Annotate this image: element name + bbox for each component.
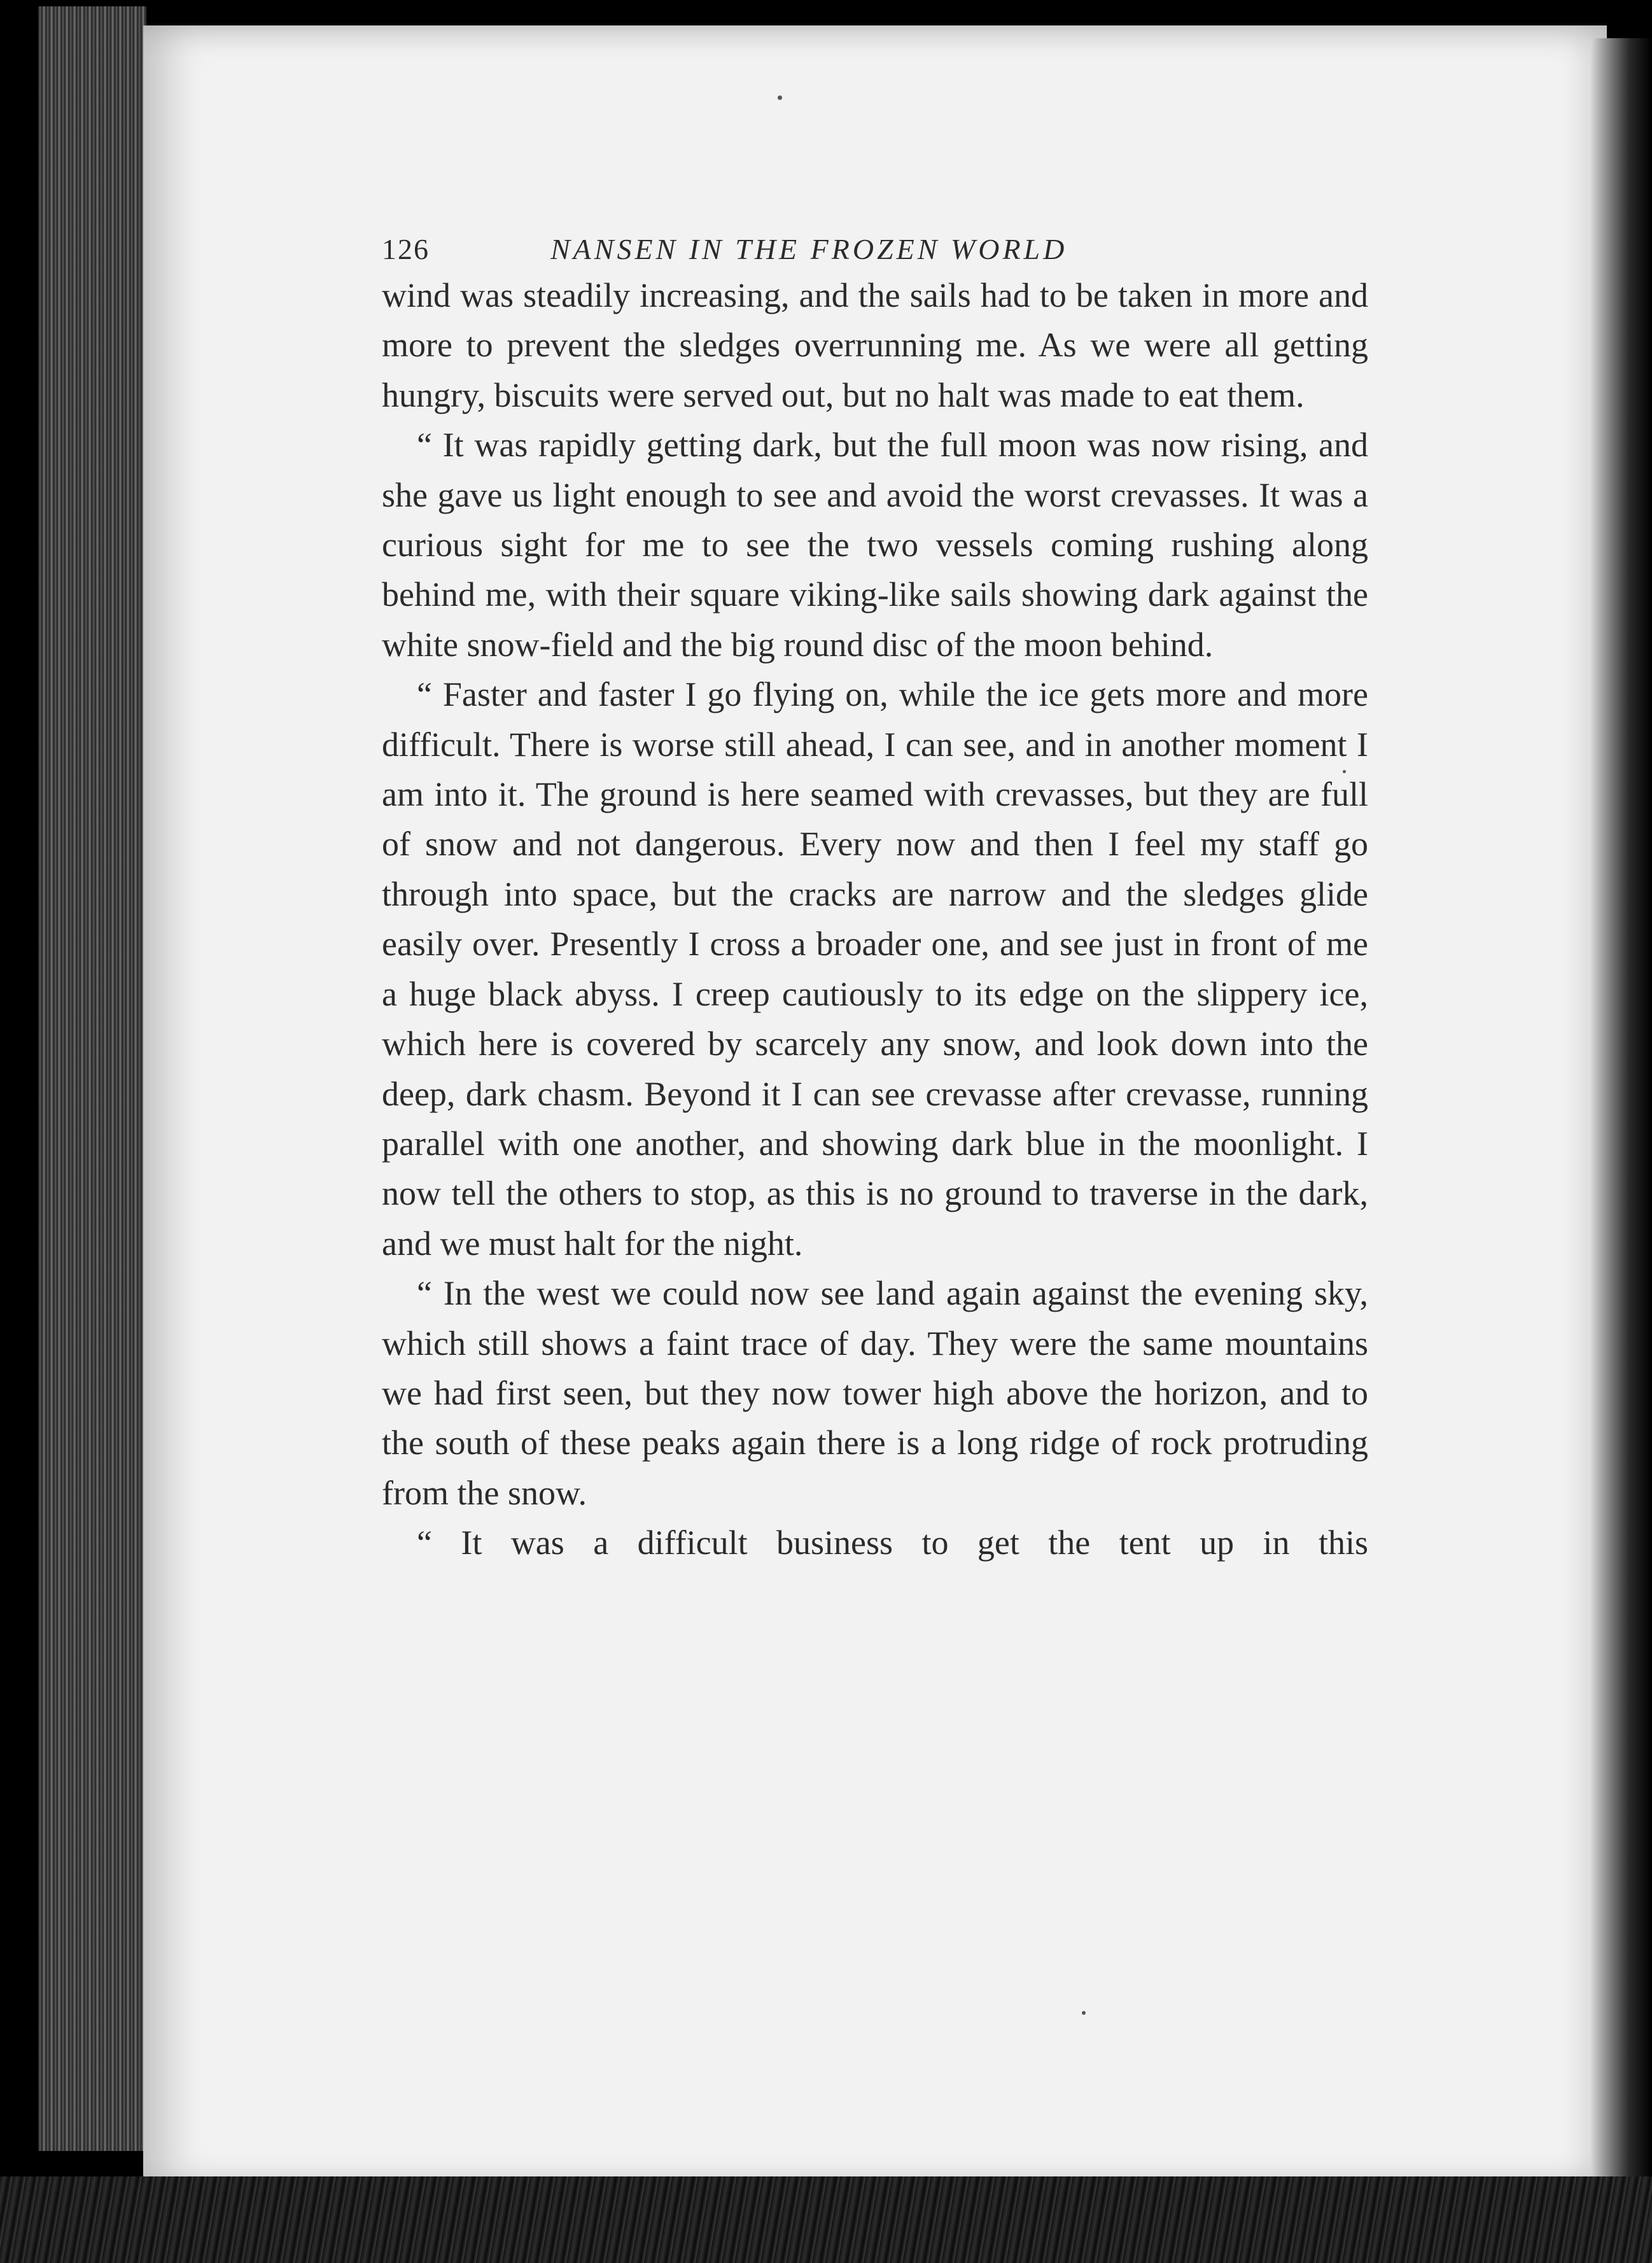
book-page-edges-right <box>1591 38 1652 2189</box>
dust-speck <box>1082 2011 1086 2015</box>
page-number: 126 <box>382 233 430 265</box>
page-text <box>382 226 1368 1568</box>
paragraph: “ In the west we could now see land again against the evening sky, which still shows a faint trace of day. They were the same mountains we had first seen, but they now tower high above the horizon, and to the south of these peaks again there is a long ridge of rock protruding from the snow. <box>382 1274 1368 1512</box>
paragraph: “ It was a difficult business to get the tent up in this <box>417 1524 1368 1562</box>
paragraph: “ It was rapidly getting dark, but the full moon was now rising, and she gave us light enough to see and avoid the worst crevasses. It was a curious sight for me to see the two vessels coming rushing along behind me, with their square viking-like sails showing dark against the white snow-field and the big round disc of the moon behind. <box>382 426 1368 664</box>
paragraph: “ Faster and faster I go flying on, while the ice gets more and more difficult. There is worse still ahead, I can see, and in another moment I am into it. The ground is here seamed with crevasses, but they are full of snow and not dangerous. Every now and then I feel my staff go through into space, but the cracks are narrow and the sledges glide easily over. Presently I cross a broader one, and see just in front of me a huge black abyss. I creep cautiously to its edge on the slippery ice, which here is covered by scarcely any snow, and look down into the deep, dark chasm. Beyond it I can see crevasse after crevasse, running parallel with one another, and showing dark blue in the moonlight. I now tell the others to stop, as this is no ground to traverse in the dark, and we must halt for the night. <box>382 675 1368 1263</box>
running-head <box>382 226 1368 270</box>
dust-speck <box>778 95 782 100</box>
running-title: NANSEN IN THE FROZEN WORLD <box>550 233 1068 265</box>
book-cover-bottom <box>0 2176 1652 2263</box>
paragraph: wind was steadily increasing, and the sails had to be taken in more and more to prevent the sledges overrunning me. As we were all getting hungry, biscuits were served out, but no halt was made to eat them. <box>382 276 1368 414</box>
book-page-edges-left <box>38 6 146 2151</box>
